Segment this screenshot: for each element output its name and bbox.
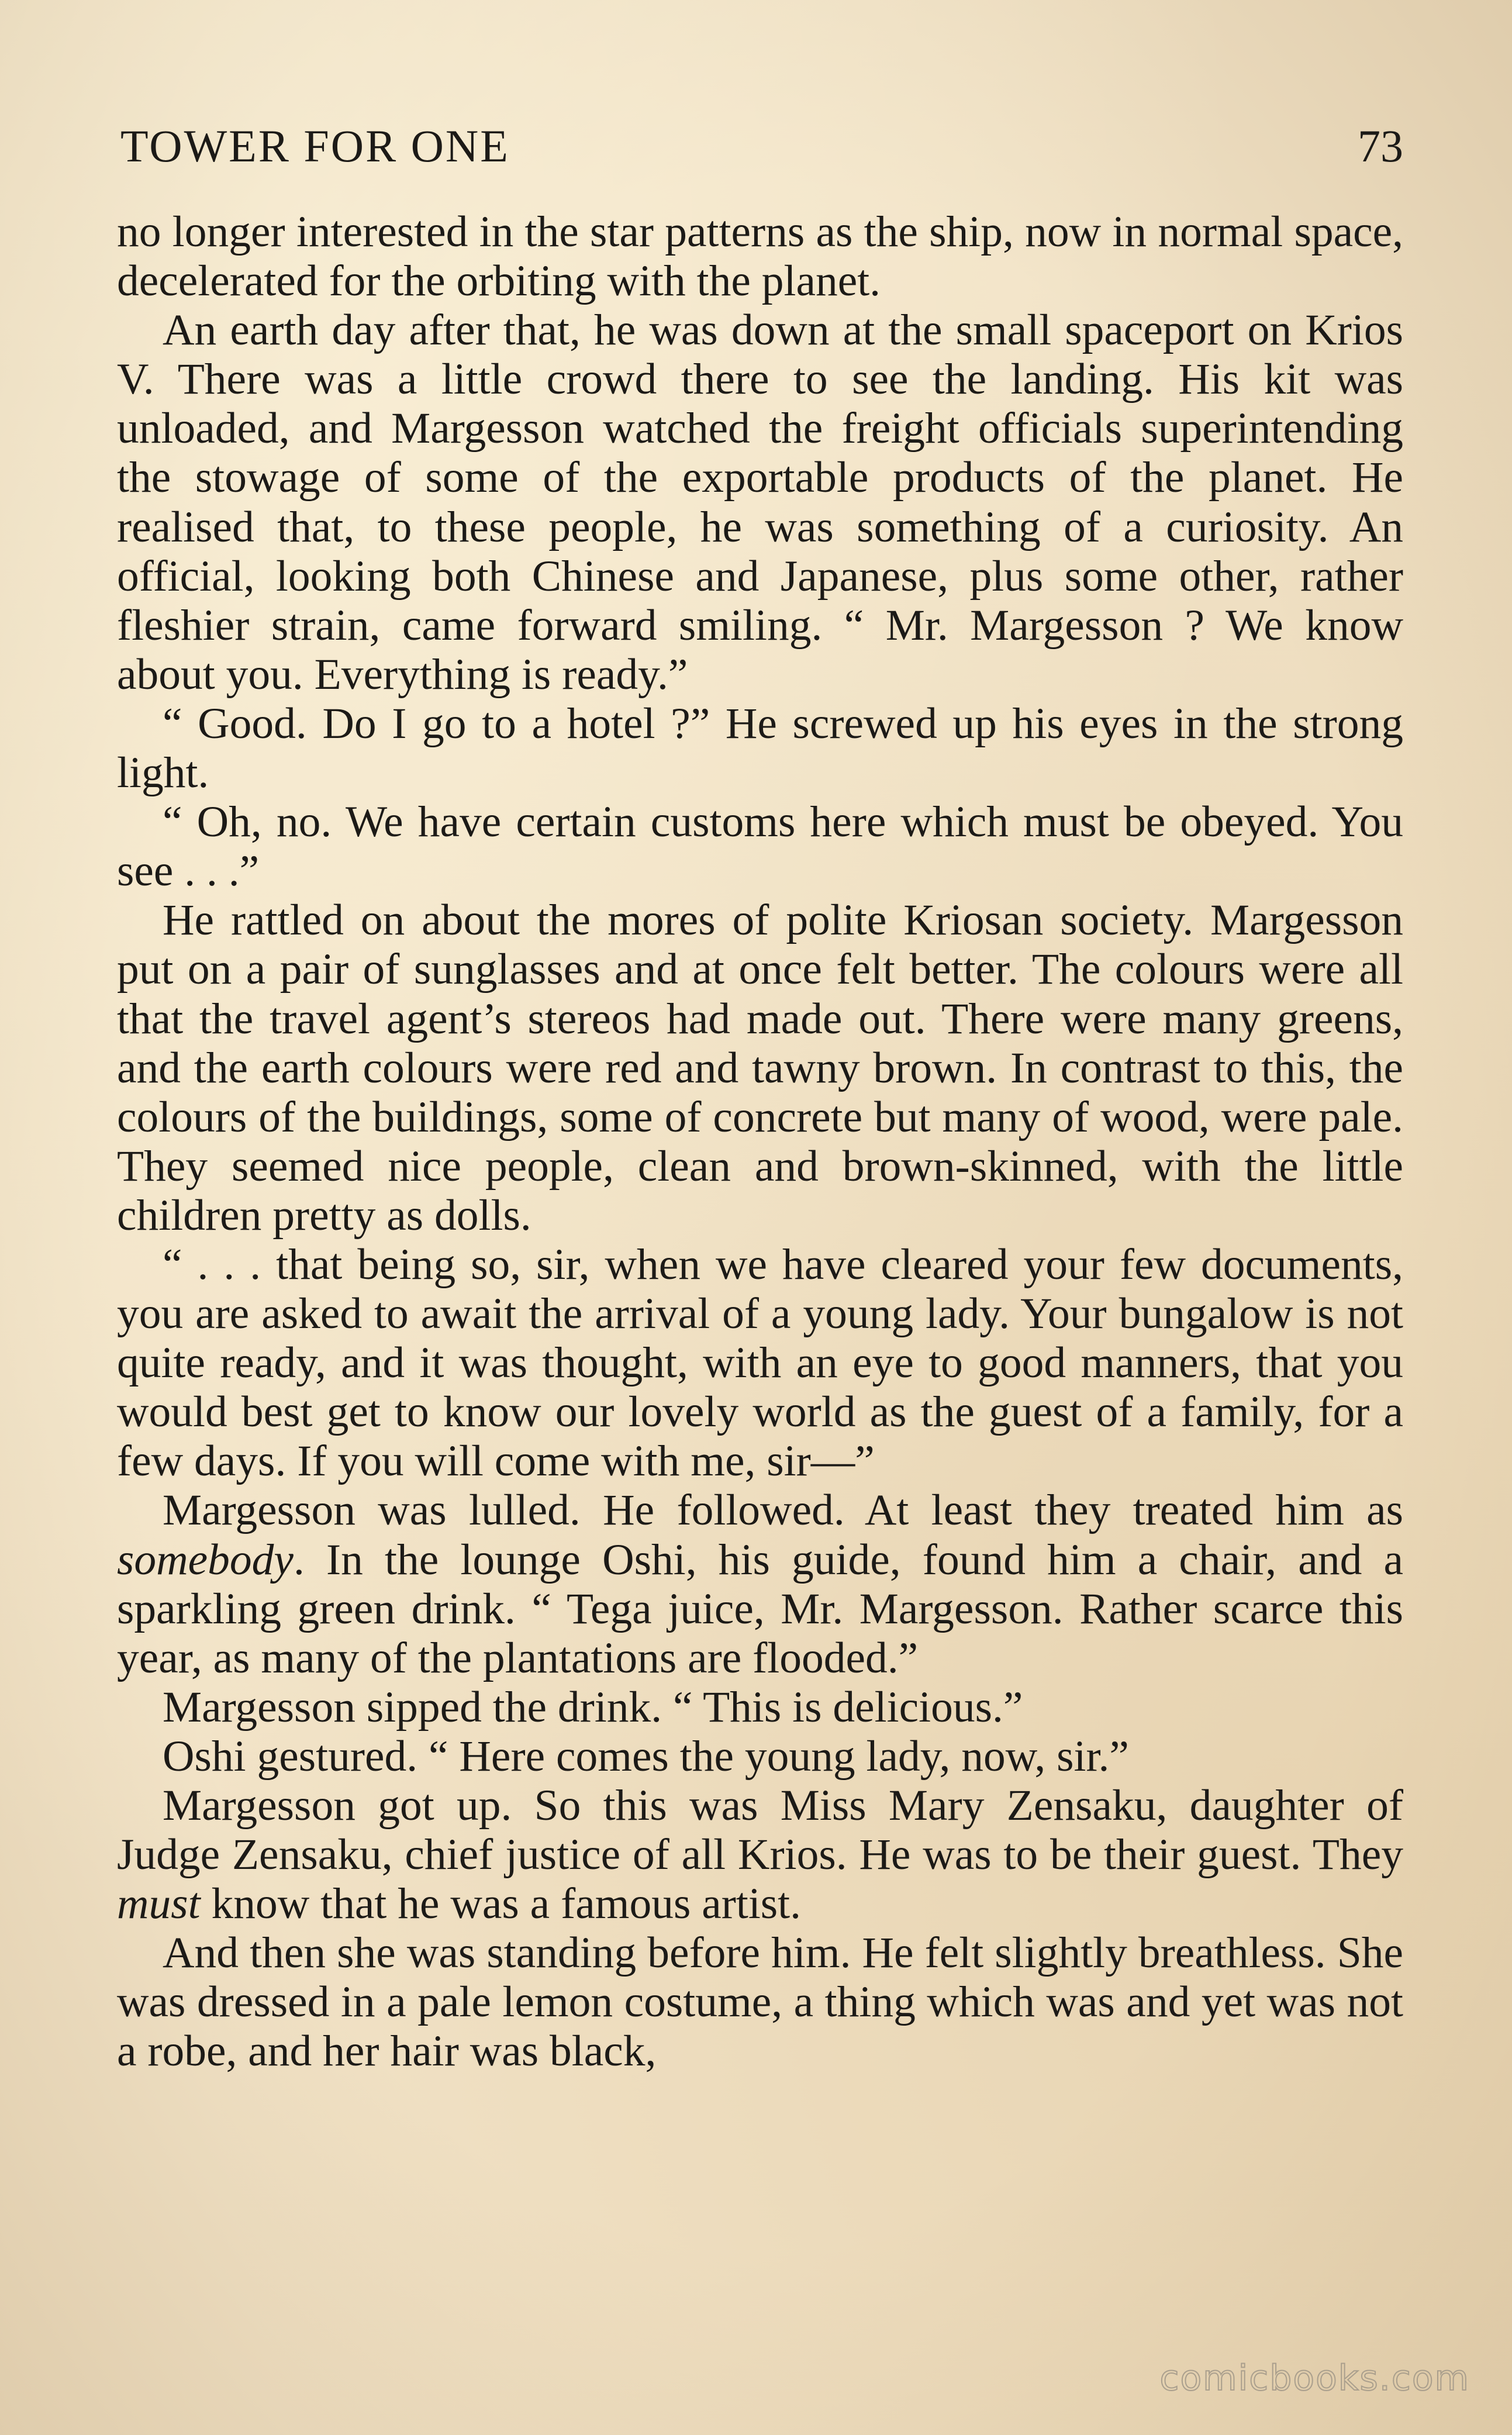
site-watermark: comicbooks.com: [1159, 2358, 1470, 2399]
paragraph: [117, 798, 1403, 896]
paragraph: [117, 1240, 1403, 1486]
page-header: [117, 111, 1403, 181]
paragraph-text: Oshi gestured. “ Here comes the young lady, now, sir.”: [163, 1732, 1129, 1781]
paragraph-text: Margesson sipped the drink. “ This is delicious.”: [163, 1682, 1023, 1732]
paragraph-text: know that he was a famous artist.: [200, 1879, 802, 1929]
paragraph-text: An earth day after that, he was down at the small spaceport on Krios V. There was a little crowd there to see the landing. His kit was unloaded, and Margesson watched the freight officials superintending the stowage of some of the exportable products of the planet. He realised that, to these people, he was something of a curiosity. An official, looking both Chinese and Japanese, plus some other, rather fleshier strain, came forward smiling. “ Mr. Margesson ? We know about you. Everything is ready.”: [117, 306, 1403, 699]
paragraph-text: He rattled on about the mores of polite Kriosan society. Margesson put on a pair of sunglasses and at once felt better. The colours were all that the travel agent’s stereos had made out. There were many greens, and the earth colours were red and tawny brown. In contrast to this, the colours of the buildings, some of concrete but many of wood, were pale. They seemed nice people, clean and brown-skinned, with the little children pretty as dolls.: [117, 896, 1403, 1240]
paragraph: [117, 1781, 1403, 1929]
paragraph-text: “ Oh, no. We have certain customs here which must be obeyed. You see . . .”: [117, 798, 1403, 896]
emphasis-text: must: [117, 1879, 201, 1929]
paragraph-text: . In the lounge Oshi, his guide, found him a chair, and a sparkling green drink. “ Tega juice, Mr. Margesson. Rather scarce this year, as many of the plantations are flooded.”: [117, 1535, 1403, 1682]
paragraph-text: “ . . . that being so, sir, when we have cleared your few documents, you are asked to await the arrival of a young lady. Your bungalow is not quite ready, and it was thought, with an eye to good manners, that you would best get to know our lovely world as the guest of a family, for a few days. If you will come with me, sir—”: [117, 1240, 1403, 1486]
paragraph: [117, 1732, 1403, 1781]
paragraph: [117, 306, 1403, 699]
paragraph: [117, 1683, 1403, 1732]
paragraph: [117, 699, 1403, 798]
paragraph: [117, 1929, 1403, 2076]
book-page: [117, 105, 1403, 2327]
paragraph: [117, 208, 1403, 306]
paragraph-text: “ Good. Do I go to a hotel ?” He screwed up his eyes in the strong light.: [117, 699, 1403, 798]
paragraph-text: Margesson got up. So this was Miss Mary Zensaku, daughter of Judge Zensaku, chief justice of all Krios. He was to be their guest. They: [117, 1781, 1403, 1879]
body-text: [117, 208, 1403, 2077]
paragraph-text: And then she was standing before him. He felt slightly breathless. She was dressed in a pale lemon costume, a thing which was and yet was not a robe, and her hair was black,: [117, 1929, 1403, 2076]
paragraph: [117, 1486, 1403, 1682]
page-number: 73: [1358, 120, 1403, 171]
running-title: TOWER FOR ONE: [120, 120, 510, 171]
paragraph: [117, 896, 1403, 1240]
paragraph-text: no longer interested in the star patterns as the ship, now in normal space, decelerated for the orbiting with the planet.: [117, 208, 1403, 306]
paragraph-text: Margesson was lulled. He followed. At least they treated him as: [163, 1486, 1403, 1535]
emphasis-text: somebody: [117, 1535, 294, 1584]
